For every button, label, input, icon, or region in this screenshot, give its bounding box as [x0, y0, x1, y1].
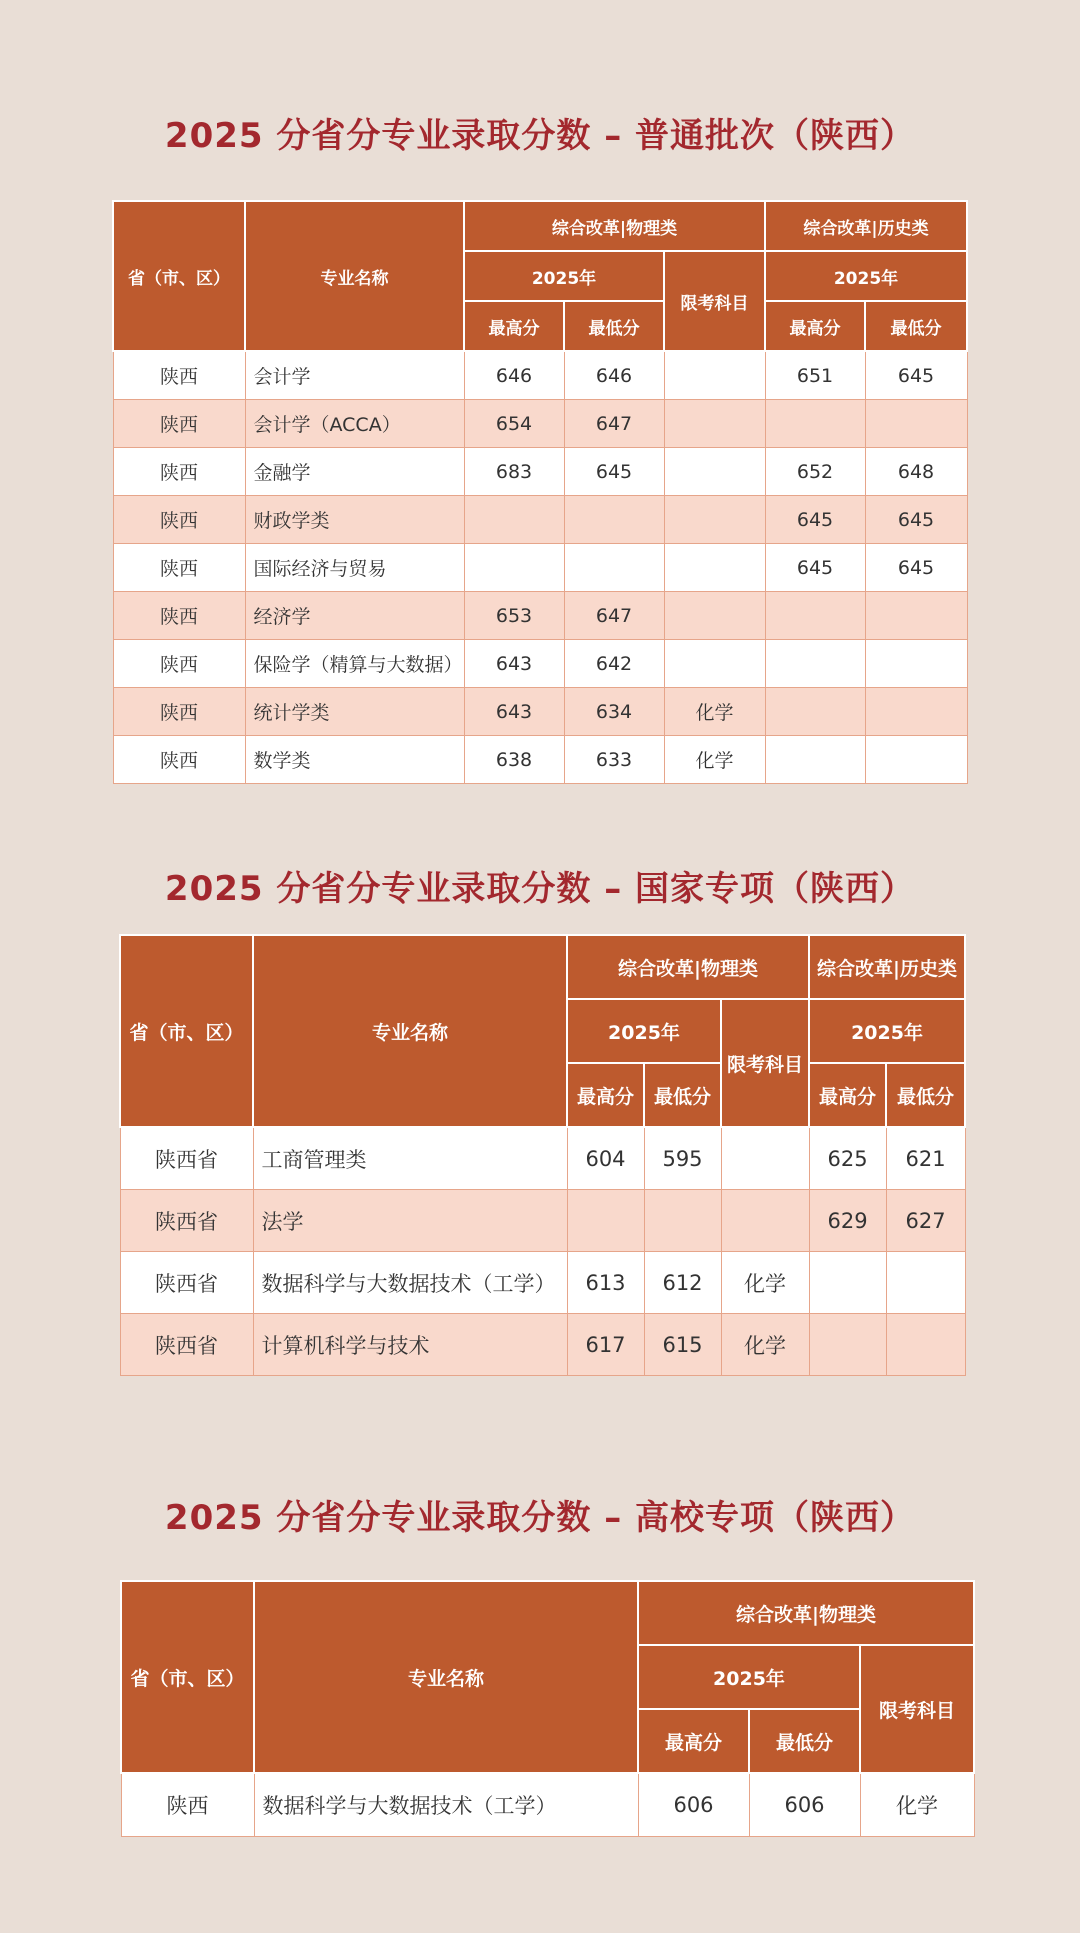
cell-subject: 化学 [664, 736, 765, 784]
header-physics: 综合改革|物理类 [638, 1581, 974, 1645]
cell-phy-min [564, 496, 664, 544]
cell-province: 陕西 [113, 736, 245, 784]
cell-subject: 化学 [721, 1252, 809, 1314]
cell-his-min [865, 592, 967, 640]
cell-his-max [809, 1314, 886, 1376]
cell-his-min [886, 1314, 965, 1376]
cell-phy-max: 606 [638, 1773, 749, 1837]
cell-major: 数学类 [245, 736, 464, 784]
score-table-national [119, 934, 966, 1376]
header-physics-max: 最高分 [464, 301, 564, 351]
table-row [113, 592, 967, 640]
header-physics-min: 最低分 [644, 1063, 721, 1127]
cell-phy-max [464, 544, 564, 592]
header-history-max: 最高分 [809, 1063, 886, 1127]
cell-his-max [809, 1252, 886, 1314]
header-history-max: 最高分 [765, 301, 865, 351]
cell-his-min [865, 640, 967, 688]
cell-his-max: 652 [765, 448, 865, 496]
cell-province: 陕西省 [120, 1127, 253, 1190]
cell-province: 陕西 [113, 351, 245, 400]
cell-major: 金融学 [245, 448, 464, 496]
cell-subject: 化学 [860, 1773, 974, 1837]
header-year-physics: 2025年 [464, 251, 664, 301]
header-year-history: 2025年 [809, 999, 965, 1063]
header-physics-max: 最高分 [638, 1709, 749, 1773]
cell-major: 保险学（精算与大数据） [245, 640, 464, 688]
table-row [113, 351, 967, 400]
cell-phy-min [564, 544, 664, 592]
cell-province: 陕西 [113, 400, 245, 448]
section-title-national: 2025 分省分专业录取分数 – 国家专项（陕西） [164, 869, 916, 909]
table-row [113, 736, 967, 784]
header-subject: 限考科目 [860, 1645, 974, 1773]
cell-his-min [865, 736, 967, 784]
cell-phy-min: 642 [564, 640, 664, 688]
cell-subject [664, 400, 765, 448]
cell-his-max: 629 [809, 1190, 886, 1252]
header-history-min: 最低分 [865, 301, 967, 351]
cell-his-max [765, 400, 865, 448]
cell-major: 国际经济与贸易 [245, 544, 464, 592]
cell-phy-max: 643 [464, 688, 564, 736]
cell-his-max [765, 736, 865, 784]
cell-his-min: 645 [865, 351, 967, 400]
cell-subject: 化学 [664, 688, 765, 736]
cell-phy-min: 634 [564, 688, 664, 736]
header-history: 综合改革|历史类 [765, 201, 967, 251]
cell-his-min: 645 [865, 544, 967, 592]
table-row [113, 544, 967, 592]
cell-province: 陕西省 [120, 1314, 253, 1376]
header-physics-min: 最低分 [749, 1709, 860, 1773]
cell-phy-min: 647 [564, 592, 664, 640]
cell-major: 会计学 [245, 351, 464, 400]
cell-phy-min: 615 [644, 1314, 721, 1376]
cell-phy-max: 653 [464, 592, 564, 640]
cell-his-min: 648 [865, 448, 967, 496]
cell-phy-min: 633 [564, 736, 664, 784]
cell-phy-max: 613 [567, 1252, 644, 1314]
cell-subject [664, 351, 765, 400]
header-history-min: 最低分 [886, 1063, 965, 1127]
cell-province: 陕西省 [120, 1190, 253, 1252]
cell-his-max: 625 [809, 1127, 886, 1190]
header-year-physics: 2025年 [567, 999, 721, 1063]
header-major: 专业名称 [254, 1581, 638, 1773]
cell-major: 法学 [253, 1190, 567, 1252]
cell-phy-min: 612 [644, 1252, 721, 1314]
cell-his-max [765, 592, 865, 640]
cell-phy-max: 646 [464, 351, 564, 400]
cell-phy-max [567, 1190, 644, 1252]
cell-phy-max: 617 [567, 1314, 644, 1376]
cell-subject [721, 1190, 809, 1252]
cell-subject [664, 448, 765, 496]
cell-major: 工商管理类 [253, 1127, 567, 1190]
score-table-general [112, 200, 968, 784]
table-row [120, 1314, 965, 1376]
cell-his-min [886, 1252, 965, 1314]
cell-his-min [865, 400, 967, 448]
cell-phy-max: 654 [464, 400, 564, 448]
cell-province: 陕西 [113, 544, 245, 592]
cell-his-max [765, 688, 865, 736]
header-physics-min: 最低分 [564, 301, 664, 351]
cell-major: 计算机科学与技术 [253, 1314, 567, 1376]
section-title-university: 2025 分省分专业录取分数 – 高校专项（陕西） [164, 1498, 916, 1538]
header-year-physics: 2025年 [638, 1645, 860, 1709]
cell-subject [664, 592, 765, 640]
header-physics: 综合改革|物理类 [464, 201, 765, 251]
header-province: 省（市、区） [120, 935, 253, 1127]
cell-subject [664, 496, 765, 544]
cell-his-max: 651 [765, 351, 865, 400]
header-physics-max: 最高分 [567, 1063, 644, 1127]
section-title-general: 2025 分省分专业录取分数 – 普通批次（陕西） [164, 116, 916, 156]
table-row [120, 1127, 965, 1190]
cell-province: 陕西 [113, 448, 245, 496]
table-row [113, 640, 967, 688]
cell-phy-max: 643 [464, 640, 564, 688]
cell-subject: 化学 [721, 1314, 809, 1376]
cell-province: 陕西 [113, 592, 245, 640]
cell-phy-min: 595 [644, 1127, 721, 1190]
table-row [120, 1252, 965, 1314]
header-major: 专业名称 [245, 201, 464, 351]
cell-phy-min: 606 [749, 1773, 860, 1837]
cell-major: 数据科学与大数据技术（工学） [254, 1773, 638, 1837]
cell-his-min: 621 [886, 1127, 965, 1190]
cell-subject [664, 544, 765, 592]
score-table-university [120, 1580, 975, 1837]
header-subject: 限考科目 [664, 251, 765, 351]
cell-province: 陕西 [113, 640, 245, 688]
cell-province: 陕西省 [120, 1252, 253, 1314]
cell-subject [721, 1127, 809, 1190]
cell-his-min: 627 [886, 1190, 965, 1252]
table-row [113, 400, 967, 448]
cell-his-max [765, 640, 865, 688]
header-subject: 限考科目 [721, 999, 809, 1127]
cell-his-min [865, 688, 967, 736]
cell-phy-min: 646 [564, 351, 664, 400]
header-history: 综合改革|历史类 [809, 935, 965, 999]
table-row [113, 496, 967, 544]
cell-his-max: 645 [765, 544, 865, 592]
cell-his-max: 645 [765, 496, 865, 544]
cell-province: 陕西 [121, 1773, 254, 1837]
table-row [121, 1773, 974, 1837]
cell-phy-max: 683 [464, 448, 564, 496]
header-major: 专业名称 [253, 935, 567, 1127]
table-row [113, 688, 967, 736]
cell-subject [664, 640, 765, 688]
cell-major: 财政学类 [245, 496, 464, 544]
header-province: 省（市、区） [113, 201, 245, 351]
cell-major: 会计学（ACCA） [245, 400, 464, 448]
cell-phy-min [644, 1190, 721, 1252]
table-row [113, 448, 967, 496]
cell-phy-max: 604 [567, 1127, 644, 1190]
header-physics: 综合改革|物理类 [567, 935, 809, 999]
header-year-history: 2025年 [765, 251, 967, 301]
table-row [120, 1190, 965, 1252]
cell-major: 数据科学与大数据技术（工学） [253, 1252, 567, 1314]
cell-his-min: 645 [865, 496, 967, 544]
cell-major: 经济学 [245, 592, 464, 640]
cell-phy-min: 647 [564, 400, 664, 448]
cell-phy-min: 645 [564, 448, 664, 496]
cell-province: 陕西 [113, 496, 245, 544]
cell-phy-max [464, 496, 564, 544]
cell-phy-max: 638 [464, 736, 564, 784]
cell-province: 陕西 [113, 688, 245, 736]
cell-major: 统计学类 [245, 688, 464, 736]
header-province: 省（市、区） [121, 1581, 254, 1773]
